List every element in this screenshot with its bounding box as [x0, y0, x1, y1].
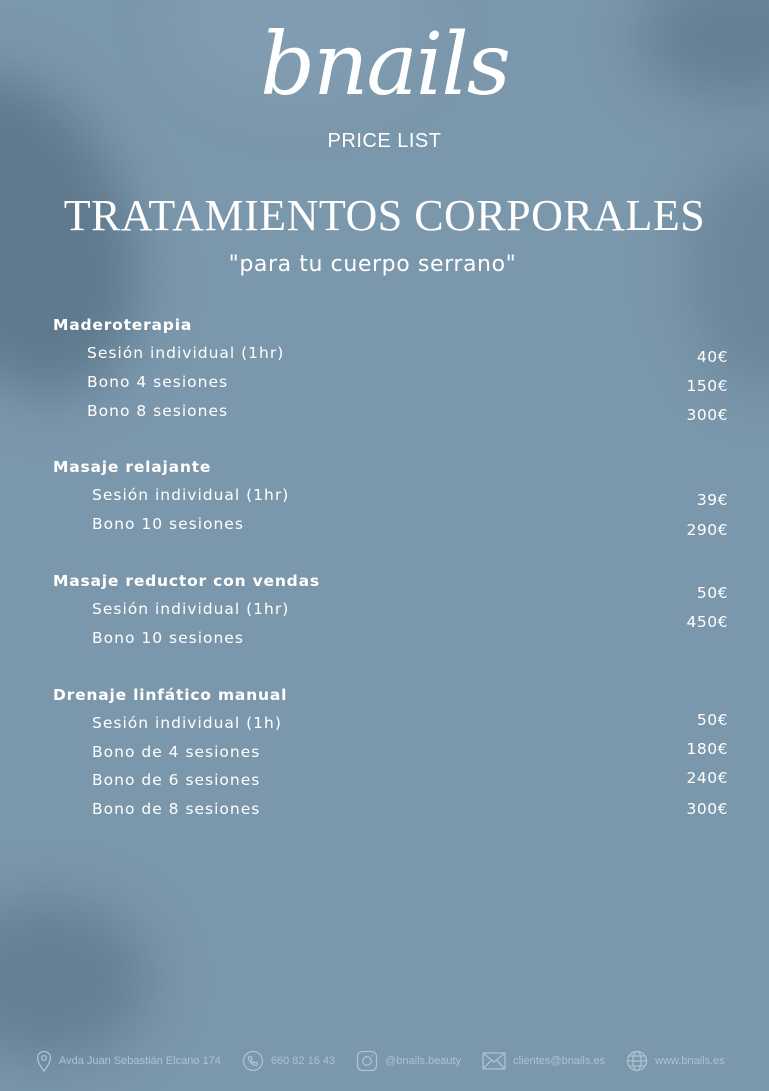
instagram-icon: [356, 1050, 378, 1072]
globe-icon: [626, 1050, 648, 1072]
treatment-price: 150€: [686, 377, 728, 395]
treatment-item: Bono de 6 sesiones: [92, 771, 261, 789]
email-text: clientes@bnails.es: [513, 1055, 605, 1067]
phone-text: 660 82 16 43: [270, 1055, 336, 1067]
treatment-price: 50€: [696, 584, 728, 602]
treatment-price: 300€: [686, 406, 728, 424]
treatment-price: 50€: [696, 711, 728, 729]
tagline: "para tu cuerpo serrano": [228, 252, 517, 277]
treatment-item: Bono 10 sesiones: [92, 629, 244, 647]
section-heading: Maderoterapia: [53, 316, 193, 334]
mail-icon: [482, 1052, 506, 1070]
treatment-item: Bono de 8 sesiones: [92, 800, 261, 818]
phone-icon: [242, 1050, 264, 1072]
treatment-item: Bono 4 sesiones: [87, 373, 229, 391]
treatment-price: 240€: [686, 769, 728, 787]
treatment-item: Sesión individual (1hr): [92, 486, 290, 504]
section-heading: Masaje relajante: [53, 458, 212, 476]
treatment-item: Bono 10 sesiones: [92, 515, 244, 533]
treatment-price: 290€: [686, 521, 728, 539]
contact-footer: [36, 1047, 733, 1075]
treatment-price: 300€: [686, 800, 728, 818]
treatment-item: Sesión individual (1hr): [92, 600, 290, 618]
location-pin-icon: [36, 1050, 52, 1072]
address-item: [36, 1050, 221, 1072]
treatment-price: 450€: [686, 613, 728, 631]
website-item[interactable]: [626, 1050, 725, 1072]
brand-logo: bnails: [260, 15, 509, 115]
phone-item[interactable]: [242, 1050, 335, 1072]
treatment-item: Sesión individual (1h): [92, 714, 282, 732]
treatment-item: Sesión individual (1hr): [87, 344, 285, 362]
section-heading: Masaje reductor con vendas: [53, 572, 320, 590]
treatment-item: Bono de 4 sesiones: [92, 743, 261, 761]
instagram-item[interactable]: [356, 1050, 461, 1072]
treatment-item: Bono 8 sesiones: [87, 402, 229, 420]
page-title: TRATAMIENTOS CORPORALES: [63, 191, 706, 240]
price-list-subtitle: PRICE LIST: [327, 130, 442, 152]
instagram-text: @bnails.beauty: [385, 1055, 462, 1067]
treatment-price: 39€: [696, 491, 728, 509]
background-shadow: [0, 900, 150, 1060]
section-heading: Drenaje linfático manual: [53, 686, 288, 704]
address-text: Avda Juan Sebastián Elcano 174: [59, 1055, 221, 1067]
website-text: www.bnails.es: [655, 1055, 725, 1067]
email-item[interactable]: [482, 1052, 605, 1070]
treatment-price: 40€: [696, 348, 728, 366]
treatment-price: 180€: [686, 740, 728, 758]
